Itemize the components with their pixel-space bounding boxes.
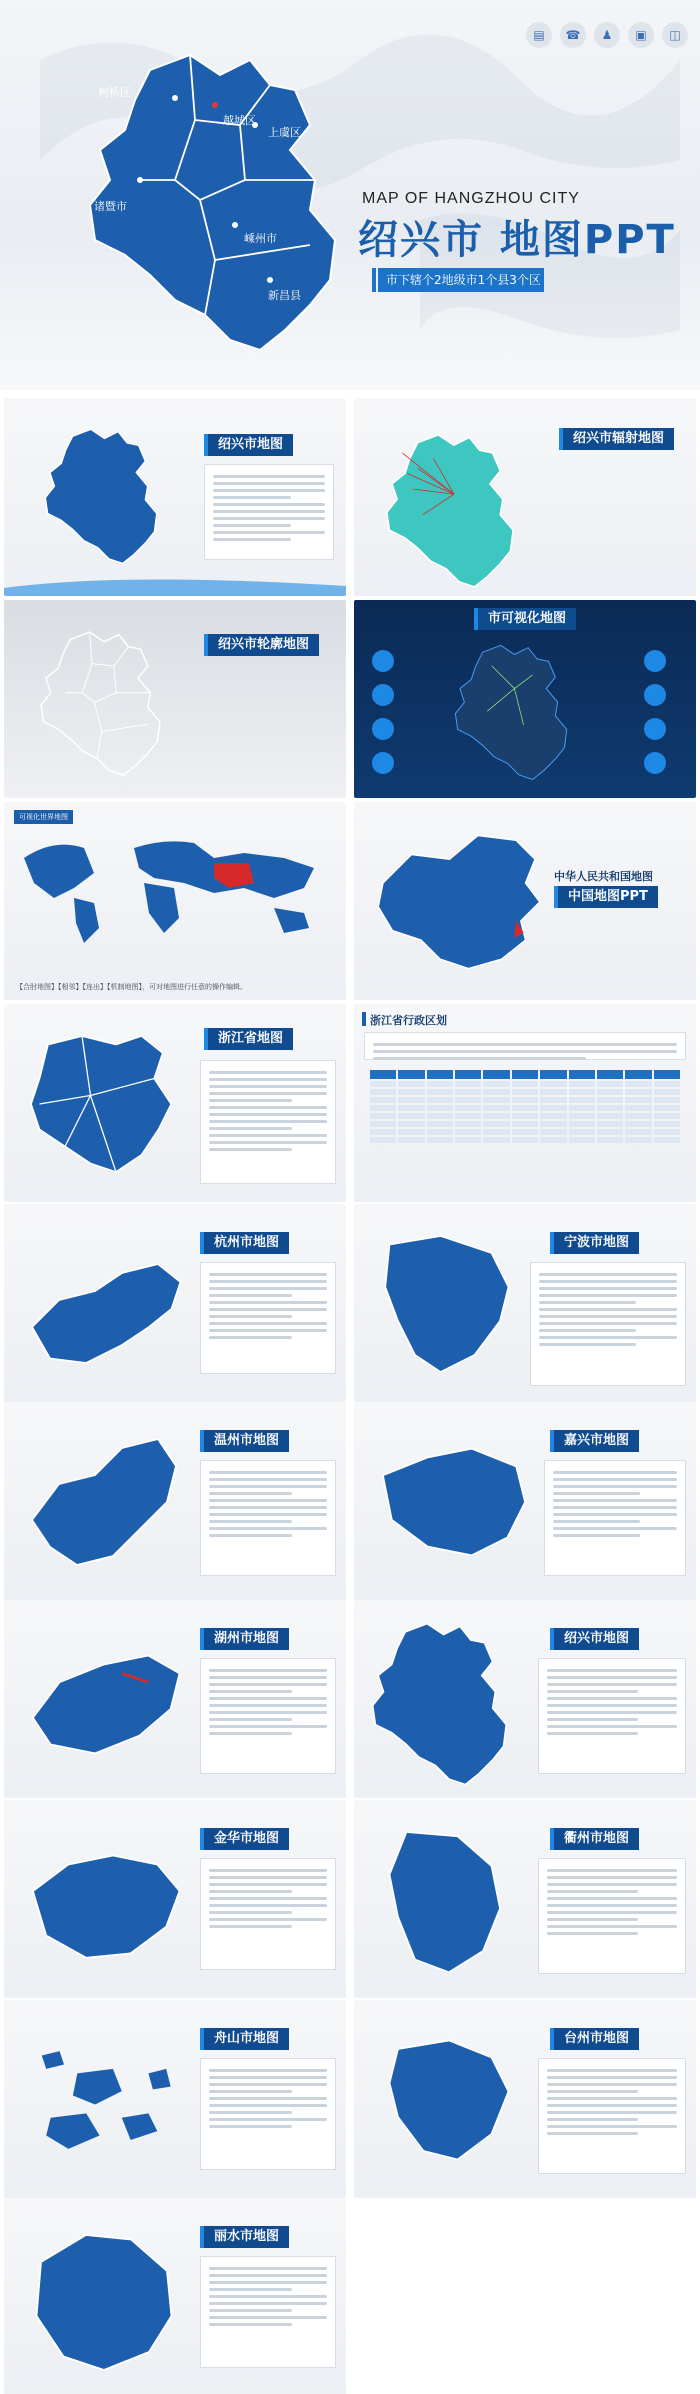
district-label-zhuji: 诸暨市 <box>94 200 127 213</box>
slide-title: 可视化世界地图 <box>14 810 73 824</box>
hero-title-cn: 绍兴市 地图PPT <box>358 217 676 263</box>
slide-title: 温州市地图 <box>200 1430 289 1452</box>
slide-title: 嘉兴市地图 <box>550 1430 639 1452</box>
text-card <box>538 1658 686 1774</box>
slide-title: 绍兴市辐射地图 <box>559 428 674 450</box>
text-card <box>204 464 334 560</box>
slide-hangzhou-map[interactable] <box>4 1204 346 1402</box>
taizhou-map <box>364 2010 534 2190</box>
slide-title: 衢州市地图 <box>550 1828 639 1850</box>
stat-circle <box>372 752 394 774</box>
slide-title: 金华市地图 <box>200 1828 289 1850</box>
slide-huzhou-map[interactable] <box>4 1600 346 1798</box>
lock-icon[interactable]: ▣ <box>628 22 654 48</box>
district-label-shengzhou: 嵊州市 <box>244 232 277 245</box>
stat-circle <box>372 718 394 740</box>
zhoushan-map <box>14 2020 194 2180</box>
toolbar-icons <box>526 22 688 48</box>
slide-lishui-map[interactable] <box>4 2198 346 2394</box>
text-card <box>200 1658 336 1774</box>
district-label-shangyu: 上虞区 <box>268 126 301 139</box>
text-card <box>200 1858 336 1970</box>
zhejiang-map <box>14 1014 184 1194</box>
slide-shaoxing-map-2[interactable] <box>354 1600 696 1798</box>
slide-jiaxing-map[interactable] <box>354 1402 696 1600</box>
text-card <box>200 1060 336 1184</box>
shaoxing-map <box>80 30 380 360</box>
outline-map <box>34 620 184 780</box>
slide-zhejiang-divisions[interactable] <box>354 1004 696 1202</box>
text-card <box>200 2058 336 2170</box>
world-caption: 【合肘地图】【相邻】【连出】【机制地图】，可对地图进行任意的操作编辑。 <box>16 983 247 991</box>
text-card <box>200 1460 336 1576</box>
ningbo-map <box>364 1214 534 1394</box>
user-icon[interactable]: ♟ <box>594 22 620 48</box>
stat-circle <box>644 684 666 706</box>
text-card <box>544 1460 686 1576</box>
slide-zhejiang-map[interactable] <box>4 1004 346 1202</box>
slide-quzhou-map[interactable] <box>354 1800 696 1998</box>
slide-shaoxing-map[interactable] <box>4 398 346 596</box>
slide-shaoxing-radiation-map[interactable] <box>354 398 696 596</box>
slide-title: 浙江省地图 <box>204 1028 293 1050</box>
slide-title: 丽水市地图 <box>200 2226 289 2248</box>
slide-title: 湖州市地图 <box>200 1628 289 1650</box>
hero-slide <box>0 0 700 390</box>
slide-title: 浙江省行政区划 <box>370 1014 447 1027</box>
stat-circle <box>372 650 394 672</box>
stat-circle <box>372 684 394 706</box>
slide-title: 绍兴市地图 <box>204 434 293 456</box>
intro-card <box>364 1032 686 1060</box>
slide-zhoushan-map[interactable] <box>4 2000 346 2198</box>
district-label-keqiao: 柯桥区 <box>98 86 131 99</box>
stat-circle <box>644 718 666 740</box>
slide-title: 宁波市地图 <box>550 1232 639 1254</box>
district-label-yuecheng: 越城区 <box>223 114 256 127</box>
shaoxing-map-thumb <box>34 418 184 568</box>
lishui-map <box>14 2208 194 2388</box>
slide-title: 绍兴市地图 <box>550 1628 639 1650</box>
jinhua-map <box>14 1820 194 1980</box>
shaoxing-map-thumb <box>364 1610 534 1790</box>
wenzhou-map <box>14 1412 194 1592</box>
text-card <box>538 2058 686 2174</box>
wave-decoration <box>4 572 346 596</box>
text-card <box>200 1262 336 1374</box>
title-marker <box>362 1012 366 1026</box>
stat-circle <box>644 752 666 774</box>
china-header: 中华人民共和国地图 <box>554 870 653 883</box>
slide-title: 杭州市地图 <box>200 1232 289 1254</box>
slide-jinhua-map[interactable] <box>4 1800 346 1998</box>
jiaxing-map <box>364 1422 544 1582</box>
slide-title: 市可视化地图 <box>474 608 576 630</box>
slide-visual-map[interactable] <box>354 600 696 798</box>
slide-title: 绍兴市轮廓地图 <box>204 634 319 656</box>
world-map <box>14 828 334 948</box>
phone-icon[interactable]: ☎ <box>560 22 586 48</box>
cart-icon[interactable]: ◫ <box>662 22 688 48</box>
slide-china-map[interactable] <box>354 802 696 1000</box>
slide-ningbo-map[interactable] <box>354 1204 696 1402</box>
text-card <box>530 1262 686 1386</box>
china-map <box>364 812 554 992</box>
hero-subtitle: 市下辖个2地级市1个县3个区 <box>378 268 544 292</box>
text-card <box>200 2256 336 2368</box>
slide-title: 中国地图PPT <box>554 886 658 908</box>
slide-wenzhou-map[interactable] <box>4 1402 346 1600</box>
huzhou-map <box>14 1620 194 1780</box>
stat-circle <box>644 650 666 672</box>
slide-world-map[interactable] <box>4 802 346 1000</box>
slide-taizhou-map[interactable] <box>354 2000 696 2198</box>
chart-icon[interactable]: ▤ <box>526 22 552 48</box>
slide-shaoxing-outline-map[interactable] <box>4 600 346 798</box>
slide-title: 台州市地图 <box>550 2028 639 2050</box>
slide-title: 舟山市地图 <box>200 2028 289 2050</box>
hero-title-en: MAP OF HANGZHOU CITY <box>362 190 580 207</box>
divisions-table <box>370 1070 680 1143</box>
district-label-xinchang: 新昌县 <box>268 289 301 302</box>
visual-map <box>434 634 604 784</box>
hangzhou-map <box>14 1234 194 1384</box>
quzhou-map <box>364 1810 534 1990</box>
radiation-map <box>364 422 554 592</box>
text-card <box>538 1858 686 1974</box>
